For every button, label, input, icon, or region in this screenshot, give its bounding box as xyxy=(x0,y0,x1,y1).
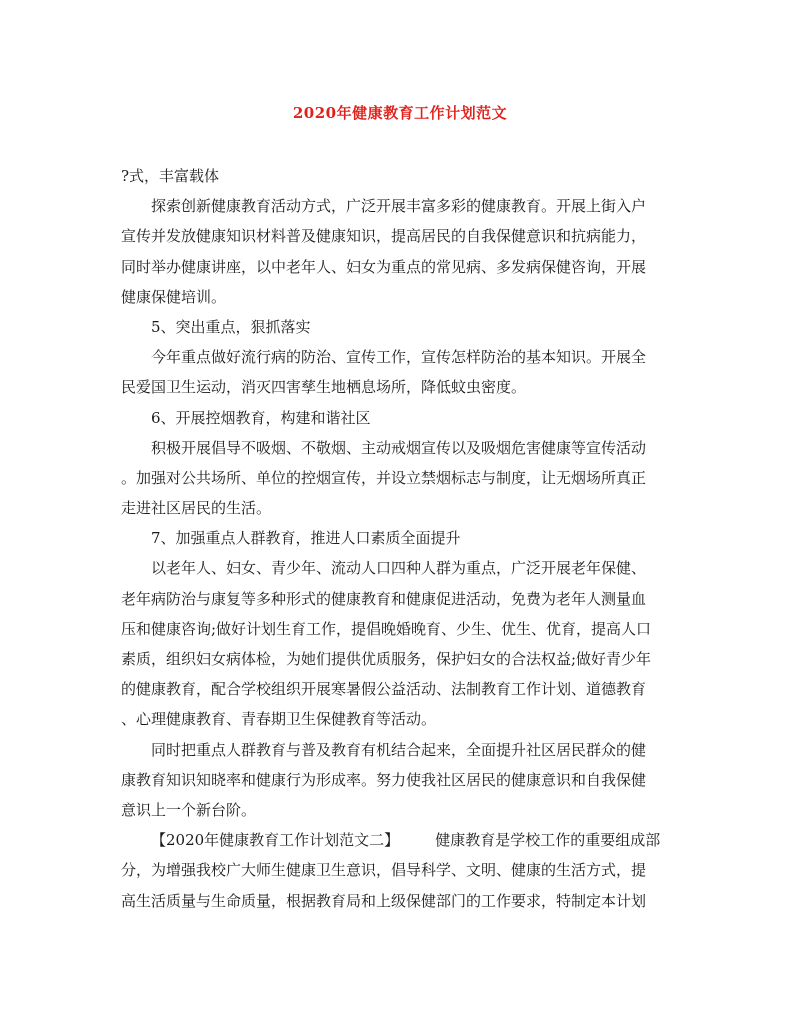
paragraph-line: 的健康教育，配合学校组织开展寒暑假公益活动、法制教育工作计划、道德教育 xyxy=(121,680,647,699)
paragraph-line: 民爱国卫生运动，消灭四害孳生地栖息场所，降低蚊虫密度。 xyxy=(121,378,527,397)
paragraph-line: 走进社区居民的生活。 xyxy=(121,499,272,518)
paragraph-line: 高生活质量与生命质量，根据教育局和上级保健部门的工作要求，特制定本计划 xyxy=(121,891,647,910)
section2-lead: 健康教育是学校工作的重要组成部 xyxy=(435,831,661,850)
paragraph-line: 探索创新健康教育活动方式，广泛开展丰富多彩的健康教育。开展上街入户 xyxy=(151,197,647,216)
paragraph-line: 素质，组织妇女病体检，为她们提供优质服务，保护妇女的合法权益;做好青少年 xyxy=(121,650,652,668)
section2-first-line xyxy=(121,825,681,855)
section-heading: 6、开展控烟教育，构建和谐社区 xyxy=(151,408,371,427)
paragraph-line: 今年重点做好流行病的防治、宣传工作，宣传怎样防治的基本知识。开展全 xyxy=(151,348,647,367)
section-heading: 5、突出重点，狠抓落实 xyxy=(151,317,311,336)
paragraph-line: 。加强对公共场所、单位的控烟宣传，并设立禁烟标志与制度，让无烟场所真正 xyxy=(121,468,647,487)
document-body xyxy=(121,161,681,916)
paragraph-line: 、心理健康教育、青春期卫生保健教育等活动。 xyxy=(121,710,437,729)
paragraph-line: ?式，丰富载体 xyxy=(121,167,220,185)
paragraph-line: 同时举办健康讲座，以中老年人、妇女为重点的常见病、多发病保健咨询，开展 xyxy=(121,257,647,276)
paragraph-line: 分，为增强我校广大师生健康卫生意识，倡导科学、文明、健康的生活方式，提 xyxy=(121,861,647,880)
paragraph-line: 健康保健培训。 xyxy=(121,287,227,306)
paragraph-line: 康教育知识知晓率和健康行为形成率。努力使我社区居民的健康意识和自我保健 xyxy=(121,770,647,789)
paragraph-line: 积极开展倡导不吸烟、不敬烟、主动戒烟宣传以及吸烟危害健康等宣传活动 xyxy=(151,438,647,457)
section-heading: 7、加强重点人群教育，推进人口素质全面提升 xyxy=(151,529,461,548)
paragraph-line: 压和健康咨询;做好计划生育工作，提倡晚婚晚育、少生、优生、优育，提高人口 xyxy=(121,619,652,638)
section2-heading: 【2020年健康教育工作计划范文二】 xyxy=(151,831,400,850)
paragraph-line: 宣传并发放健康知识材料普及健康知识，提高居民的自我保健意识和抗病能力， xyxy=(121,227,647,246)
paragraph-line: 以老年人、妇女、青少年、流动人口四种人群为重点，广泛开展老年保健、 xyxy=(151,559,647,578)
document-title: 2020年健康教育工作计划范文 xyxy=(292,104,508,122)
paragraph-line: 同时把重点人群教育与普及教育有机结合起来，全面提升社区居民群众的健 xyxy=(151,740,647,759)
paragraph-line: 意识上一个新台阶。 xyxy=(121,800,257,819)
paragraph-line: 老年病防治与康复等多种形式的健康教育和健康促进活动，免费为老年人测量血 xyxy=(121,589,647,608)
